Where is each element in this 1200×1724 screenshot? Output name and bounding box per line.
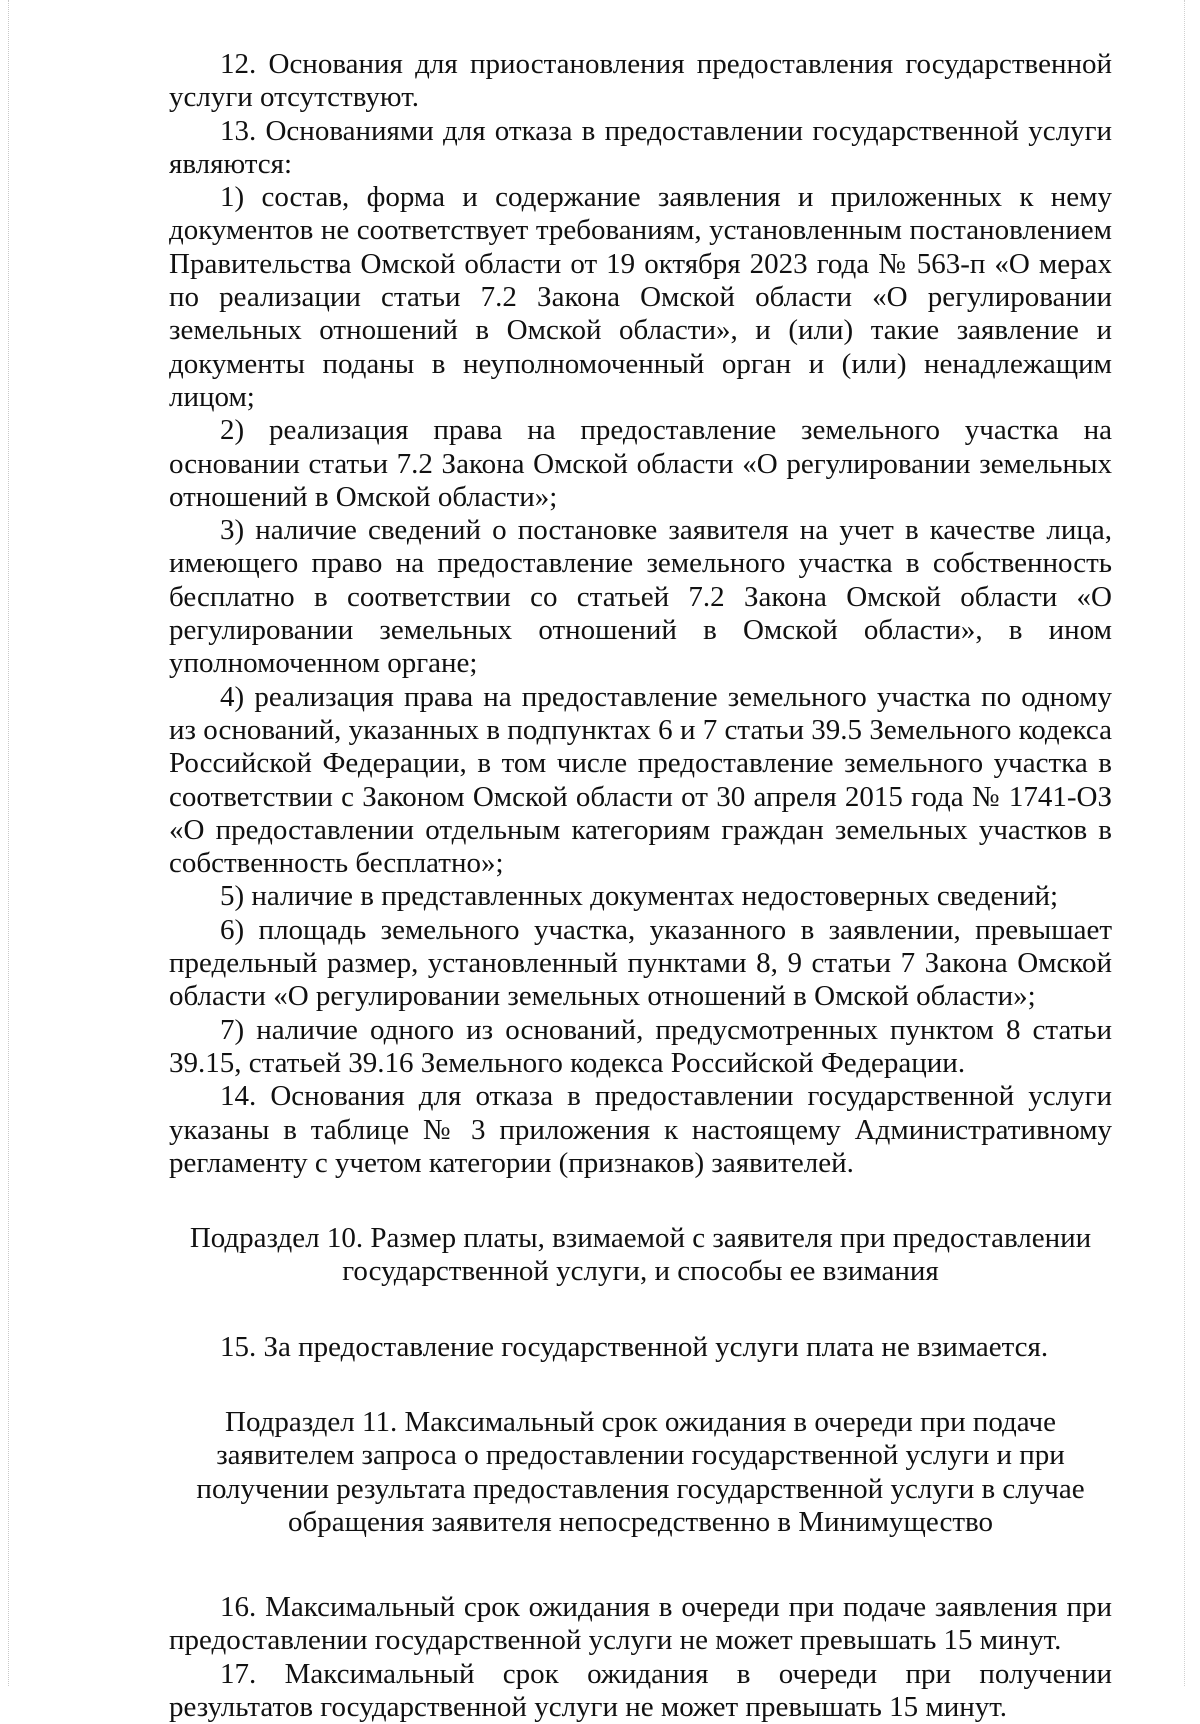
paragraph-13-item-3: 3) наличие сведений о постановке заявителя на учет в качестве лица, имеющего право на предоставление земельного участка в собственность бесплатно в соответствии со статьей 7.2 Закона Омской области «О регулировании земельных отношений в Омской области», в ином уполномоченном органе; [169,514,1112,680]
document-body [169,48,1112,1724]
subsection-11-heading [169,1406,1112,1539]
subsection-10-heading-line-2: государственной услуги, и способы ее взимания [342,1255,939,1288]
paragraph-14: 14. Основания для отказа в предоставлении государственной услуги указаны в таблице № 3 приложения к настоящему Административному регламенту с учетом категории (признаков) заявителей. [169,1080,1112,1179]
subsection-10-heading-line-1: Подраздел 10. Размер платы, взимаемой с заявителя при предоставлении [189,1222,1092,1255]
paragraph-13: 13. Основаниями для отказа в предоставлении государственной услуги являются: [169,114,1112,180]
subsection-11-heading-line-1: Подраздел 11. Максимальный срок ожидания в очереди при подаче [225,1405,1056,1438]
subsection-11-heading-line-3: получении результата предоставления государственной услуги в случае [196,1472,1085,1505]
paragraph-13-item-2: 2) реализация права на предоставление земельного участка на основании статьи 7.2 Закона Омской области «О регулировании земельных отношений в Омской области»; [169,414,1112,513]
paragraph-13-item-1: 1) состав, форма и содержание заявления и приложенных к нему документов не соответствует требованиям, установленным постановлением Правительства Омской области от 19 октября 2023 года № 563-п «О мерах по реализации статьи 7.2 Закона Омской области «О регулировании земельных отношений в Омской области», и (или) такие заявление и документы поданы в неуполномоченный орган и (или) ненадлежащим лицом; [169,181,1112,413]
paragraph-12: 12. Основания для приостановления предоставления государственной услуги отсутствуют. [169,48,1112,114]
paragraph-13-item-6: 6) площадь земельного участка, указанного в заявлении, превышает предельный размер, установленный пунктами 8, 9 статьи 7 Закона Омской области «О регулировании земельных отношений в Омской области»; [169,913,1112,1013]
paragraph-13-item-5: 5) наличие в представленных документах недостоверных сведений; [220,880,1059,913]
paragraph-15: 15. За предоставление государственной услуги плата не взимается. [220,1330,1049,1363]
paragraph-13-item-4: 4) реализация права на предоставление земельного участка по одному из оснований, указанных в подпунктах 6 и 7 статьи 39.5 Земельного кодекса Российской Федерации, в том числе предоставление земельного участка в соответствии с Законом Омской области от 30 апреля 2015 года № 1741-ОЗ «О предоставлении отдельным категориям граждан земельных участков в собственность бесплатно»; [169,680,1112,880]
paragraph-17: 17. Максимальный срок ожидания в очереди при получении результатов государственной услуги не может превышать 15 минут. [169,1657,1112,1724]
subsection-11-heading-line-4: обращения заявителя непосредственно в Минимущество [287,1505,994,1538]
scan-edge-left [8,0,10,1686]
subsection-11-heading-line-2: заявителем запроса о предоставлении государственной услуги и при [216,1439,1065,1472]
paragraph-16: 16. Максимальный срок ожидания в очереди при подаче заявления при предоставлении государственной услуги не может превышать 15 минут. [169,1591,1112,1657]
subsection-10-heading [169,1222,1112,1289]
paragraph-13-item-7: 7) наличие одного из оснований, предусмотренных пунктом 8 статьи 39.15, статьей 39.16 Земельного кодекса Российской Федерации. [169,1013,1112,1079]
scan-edge-right [1184,0,1186,1686]
